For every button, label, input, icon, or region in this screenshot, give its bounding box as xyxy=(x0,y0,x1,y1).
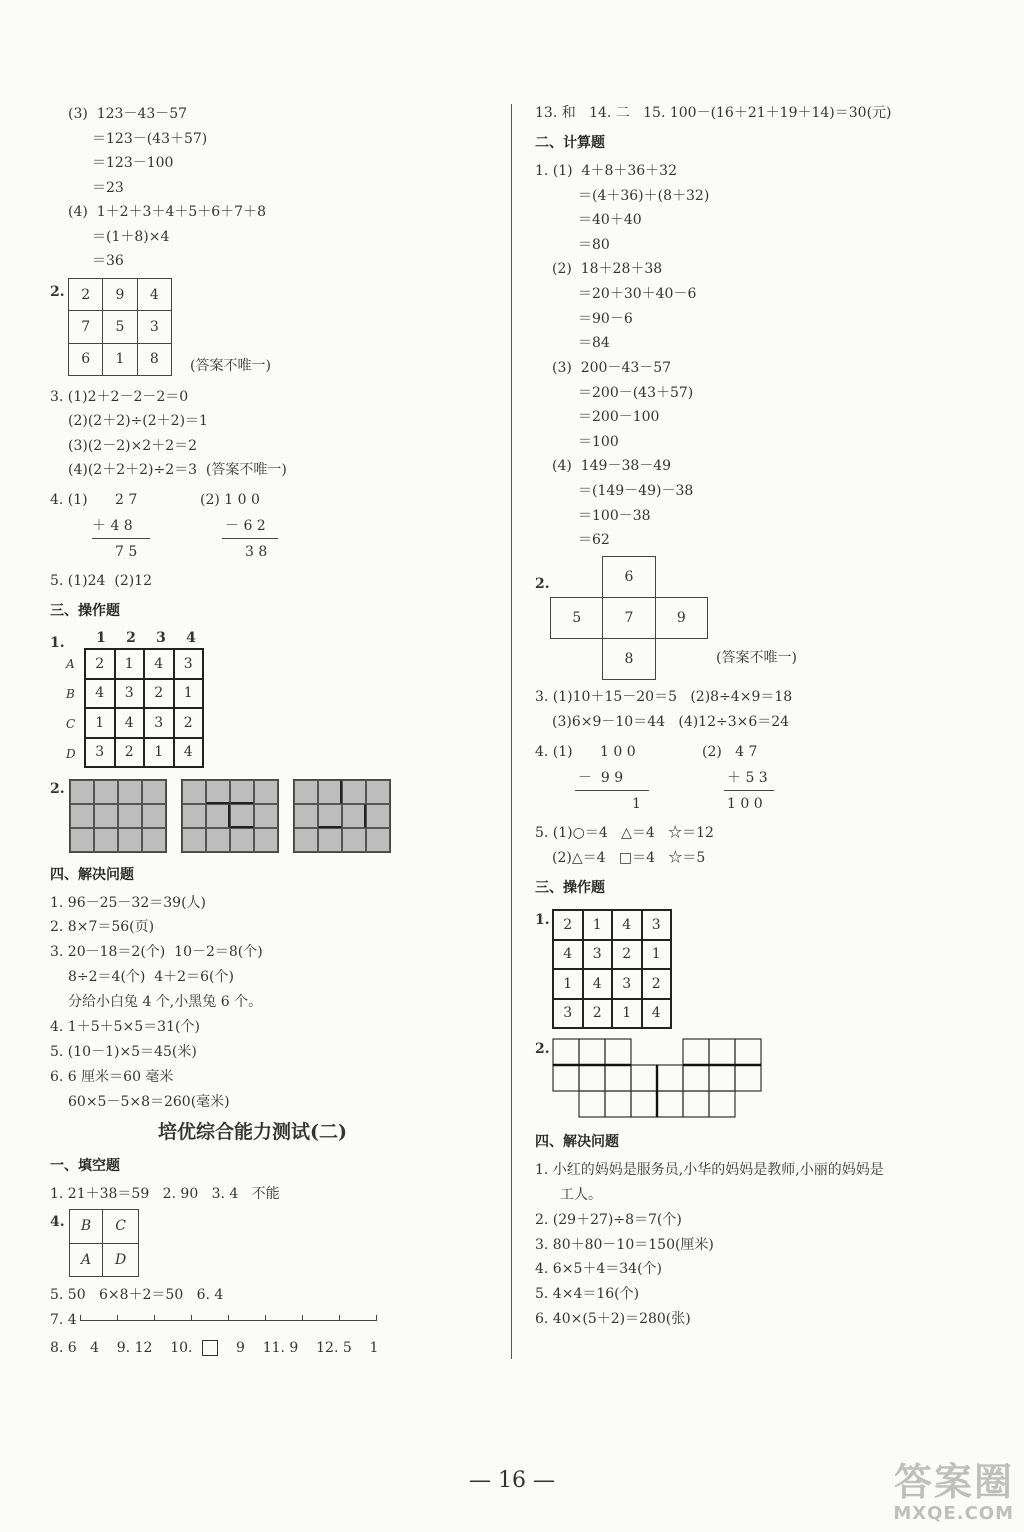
vertical-calc-digit: ＋ 4 8 xyxy=(92,518,133,534)
grid-cell: 1 xyxy=(612,999,642,1029)
grid-cell: B xyxy=(70,1210,103,1244)
answer-line: 5. 4×4＝16(个) xyxy=(535,1286,640,1302)
calc-line: ＝20＋30＋40－6 xyxy=(578,286,697,302)
grid-cell: D xyxy=(103,1243,139,1277)
grid-cell: 5 xyxy=(103,311,137,343)
answer-line: 60×5－5×8＝260(毫米) xyxy=(68,1094,230,1110)
calc-line: ＝(1＋8)×4 xyxy=(92,229,170,245)
answer-line: 2. (29＋27)÷8＝7(个) xyxy=(535,1212,682,1228)
watermark-logo xyxy=(834,1460,1014,1528)
grid-cell: 4 xyxy=(583,969,613,999)
grid-cell: 3 xyxy=(612,969,642,999)
calc-line: ＝40＋40 xyxy=(578,212,642,228)
row-label: D xyxy=(66,747,76,761)
number-line-tick xyxy=(302,1315,303,1321)
grid-cell: 3 xyxy=(115,679,145,709)
calc-line: ＝84 xyxy=(578,335,610,351)
grid-cell: 2 xyxy=(174,708,204,738)
net-face: 8 xyxy=(603,639,655,680)
answer-line: 2. 8×7＝56(页) xyxy=(50,919,155,935)
vertical-calc-digit: ＋ 5 3 xyxy=(727,770,768,786)
cube-net-grid xyxy=(552,1038,764,1120)
row-label: A xyxy=(66,657,75,671)
answer-line: 5. (10－1)×5＝45(米) xyxy=(50,1044,197,1060)
grid-cell: 4 xyxy=(144,649,174,679)
column-label: 4 xyxy=(186,630,196,646)
square-shape-icon xyxy=(202,1340,218,1356)
vertical-calc-digit: 3 8 xyxy=(245,544,268,560)
answer-line: 1. 96－25－32＝39(人) xyxy=(50,895,206,911)
vertical-calc-digit: 2 7 xyxy=(115,492,138,508)
grid-cell: 1 xyxy=(642,940,672,970)
answer-line: 4. 6×5＋4＝34(个) xyxy=(535,1261,662,1277)
answer-line: 13. 和 14. 二 15. 100－(16＋21＋19＋14)＝30(元) xyxy=(535,105,892,121)
grid-cell: 4 xyxy=(115,708,145,738)
watermark-text: 答案圈 xyxy=(893,1460,1014,1504)
calc-line: ＝80 xyxy=(578,237,610,253)
section-heading: 四、解决问题 xyxy=(50,867,134,883)
grid-cell: 9 xyxy=(103,279,137,311)
answer-line: 8. 6 4 9. 12 10. xyxy=(50,1340,193,1356)
vertical-calc-digit: 1 0 0 xyxy=(600,744,636,760)
number-line-tick xyxy=(339,1315,340,1321)
grid-cell: 2 xyxy=(69,279,103,311)
answer-line: 工人。 xyxy=(560,1187,602,1203)
answer-line: (3)6×9－10＝44 (4)12÷3×6＝24 xyxy=(552,714,790,730)
calc-line: ＝200－100 xyxy=(578,409,660,425)
section-heading: 三、操作题 xyxy=(50,603,120,619)
question-number: 2. xyxy=(535,576,550,592)
answer-line: 7. 4 xyxy=(50,1312,77,1328)
number-line-tick xyxy=(80,1315,81,1321)
grid-cell: 3 xyxy=(553,999,583,1029)
calc-line: ＝(149－49)－38 xyxy=(578,483,694,499)
answer-line: 1. 21＋38＝59 2. 90 3. 4 不能 xyxy=(50,1186,280,1202)
number-line-tick xyxy=(265,1315,266,1321)
number-line-ticks xyxy=(80,1315,376,1321)
magic-square xyxy=(68,278,172,376)
net-face: 6 xyxy=(603,557,655,598)
question-number: 2. xyxy=(50,781,65,797)
vertical-calc-digit: (2) 4 7 xyxy=(702,744,758,760)
number-grid xyxy=(552,909,672,1029)
grid-column-labels xyxy=(86,630,206,648)
answer-line: 分给小白兔 4 个,小黑兔 6 个。 xyxy=(68,994,263,1010)
row-label: C xyxy=(66,717,76,731)
grid-cell: C xyxy=(103,1210,139,1244)
calc-line: (4) 1＋2＋3＋4＋5＋6＋7＋8 xyxy=(68,204,266,220)
grid-cell: 2 xyxy=(85,649,115,679)
section-heading: 三、操作题 xyxy=(535,880,605,896)
vertical-calc-digit: 1 xyxy=(632,796,641,812)
cube-net xyxy=(550,556,708,680)
answer-line: 3. (1)2＋2－2－2＝0 xyxy=(50,389,189,405)
section-heading: 一、填空题 xyxy=(50,1158,120,1174)
grid-cell: 2 xyxy=(642,969,672,999)
calc-line: (4) 149－38－49 xyxy=(552,458,672,474)
grid-cell: 4 xyxy=(642,999,672,1029)
number-line-tick xyxy=(228,1315,229,1321)
question-number: 4. xyxy=(50,1214,65,1230)
answer-line: (3)(2－2)×2＋2＝2 xyxy=(68,438,198,454)
page-number: — 16 — xyxy=(469,1468,555,1493)
answer-line: 4. 1＋5＋5×5＝31(个) xyxy=(50,1019,200,1035)
number-line-tick xyxy=(191,1315,192,1321)
grid-cell: 7 xyxy=(69,311,103,343)
column-label: 1 xyxy=(96,630,106,646)
calc-line: ＝123－(43＋57) xyxy=(92,131,208,147)
grid-cell: 1 xyxy=(115,649,145,679)
row-label: B xyxy=(66,687,75,701)
answer-note: (答案不唯一) xyxy=(716,650,797,666)
grid-cell: 1 xyxy=(144,738,174,768)
grid-cell: 4 xyxy=(553,940,583,970)
letter-grid xyxy=(69,1209,139,1277)
grid-cell: 3 xyxy=(642,910,672,940)
calc-line: ＝200－(43＋57) xyxy=(578,385,694,401)
vertical-calc-digit: － 6 2 xyxy=(225,518,266,534)
grid-cell: 2 xyxy=(144,679,174,709)
grid-cell: A xyxy=(70,1243,103,1277)
shaded-grid-1 xyxy=(69,779,167,853)
grid-cell: 8 xyxy=(137,343,171,375)
answer-line: 1. 小红的妈妈是服务员,小华的妈妈是教师,小丽的妈妈是 xyxy=(535,1162,884,1178)
calc-line: ＝123－100 xyxy=(92,155,174,171)
answer-line: 6. 6 厘米＝60 毫米 xyxy=(50,1069,174,1085)
grid-cell: 2 xyxy=(553,910,583,940)
question-number: 2. xyxy=(535,1041,550,1057)
net-face: 5 xyxy=(551,598,603,639)
grid-cell: 1 xyxy=(85,708,115,738)
grid-cell: 1 xyxy=(174,679,204,709)
grid-row-labels xyxy=(66,650,82,770)
vertical-calc-digit: 1 0 0 xyxy=(727,796,763,812)
calc-line: ＝36 xyxy=(92,253,124,269)
section-heading: 四、解决问题 xyxy=(535,1134,619,1150)
grid-cell: 1 xyxy=(103,343,137,375)
calc-line: ＝(4＋36)＋(8＋32) xyxy=(578,188,710,204)
question-number: 1. xyxy=(535,912,550,928)
answer-line: 3. 80＋80－10＝150(厘米) xyxy=(535,1237,714,1253)
grid-cell: 4 xyxy=(137,279,171,311)
shaded-grid-3 xyxy=(293,779,391,853)
calc-line: 1. (1) 4＋8＋36＋32 xyxy=(535,163,677,179)
answer-line: 5. (1)○＝4 △＝4 ☆＝12 xyxy=(535,825,714,841)
answer-line: 6. 40×(5＋2)＝280(张) xyxy=(535,1311,691,1327)
column-label: 3 xyxy=(156,630,166,646)
calc-line: (3) 200－43－57 xyxy=(552,360,672,376)
answer-line: 5. 50 6×8＋2＝50 6. 4 xyxy=(50,1287,224,1303)
vertical-calc-digit: (2) 1 0 0 xyxy=(200,492,260,508)
grid-cell: 4 xyxy=(612,910,642,940)
calc-line: ＝23 xyxy=(92,180,124,196)
grid-cell: 6 xyxy=(69,343,103,375)
answer-line: 8÷2＝4(个) 4＋2＝6(个) xyxy=(68,969,234,985)
grid-cell: 4 xyxy=(174,738,204,768)
number-line-tick xyxy=(117,1315,118,1321)
answer-note: (答案不唯一) xyxy=(190,358,271,374)
test-title: 培优综合能力测试(二) xyxy=(158,1121,347,1143)
calc-line: (2) 18＋28＋38 xyxy=(552,261,663,277)
calc-line: (3) 123－43－57 xyxy=(68,106,188,122)
grid-cell: 2 xyxy=(583,999,613,1029)
calc-line: ＝90－6 xyxy=(578,311,633,327)
section-heading: 二、计算题 xyxy=(535,135,605,151)
net-face: 7 xyxy=(603,598,655,639)
answer-line: 9 11. 9 12. 5 1 xyxy=(236,1340,379,1356)
grid-cell: 2 xyxy=(612,940,642,970)
grid-cell: 3 xyxy=(583,940,613,970)
grid-cell: 3 xyxy=(85,738,115,768)
calc-line: ＝62 xyxy=(578,532,610,548)
question-number: 4. (1) xyxy=(535,744,573,760)
question-number: 4. (1) xyxy=(50,492,88,508)
grid-cell: 2 xyxy=(115,738,145,768)
question-number: 1. xyxy=(50,635,65,651)
grid-cell: 3 xyxy=(137,311,171,343)
number-line-tick xyxy=(154,1315,155,1321)
column-divider xyxy=(511,104,512,1359)
calc-line: ＝100 xyxy=(578,434,619,450)
vertical-calc-digit: 7 5 xyxy=(115,544,138,560)
number-grid xyxy=(84,648,204,768)
vertical-calc-digit: － 9 9 xyxy=(578,770,624,786)
question-number: 2. xyxy=(50,284,65,300)
calc-line: ＝100－38 xyxy=(578,508,651,524)
shaded-grid-2 xyxy=(181,779,279,853)
grid-cell: 1 xyxy=(583,910,613,940)
grid-cell: 1 xyxy=(553,969,583,999)
grid-cell: 4 xyxy=(85,679,115,709)
answer-line: (4)(2＋2＋2)÷2＝3 (答案不唯一) xyxy=(68,462,287,478)
number-line-tick xyxy=(376,1315,377,1321)
answer-line: 3. (1)10＋15－20＝5 (2)8÷4×9＝18 xyxy=(535,689,793,705)
answer-line: (2)(2＋2)÷(2＋2)＝1 xyxy=(68,413,208,429)
column-label: 2 xyxy=(126,630,136,646)
answer-line: 5. (1)24 (2)12 xyxy=(50,573,152,589)
answer-line: 3. 20－18＝2(个) 10－2＝8(个) xyxy=(50,944,263,960)
watermark-url: MXQE.COM xyxy=(893,1503,1014,1524)
answer-line: (2)△＝4 □＝4 ☆＝5 xyxy=(552,850,706,866)
net-face: 9 xyxy=(655,598,707,639)
grid-cell: 3 xyxy=(174,649,204,679)
grid-cell: 3 xyxy=(144,708,174,738)
